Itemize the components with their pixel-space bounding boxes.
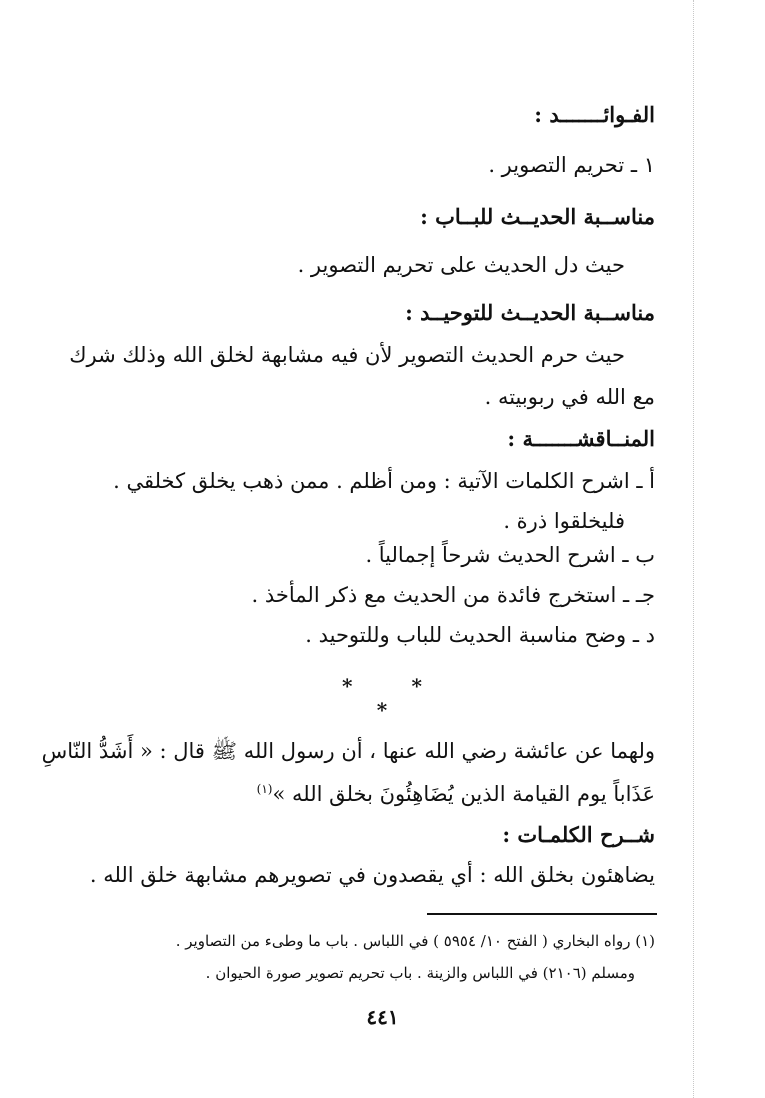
sharh-heading: شــرح الكلمـات : <box>502 822 655 847</box>
tawhid-text-line-2: مع الله في ربوبيته . <box>484 385 655 409</box>
hadith-line-2-text: عَذَاباً يوم القيامة الذين يُضَاهِئُونَ بخلق الله » <box>272 782 655 806</box>
question-b: ب ـ اشرح الحديث شرحاً إجمالياً . <box>365 543 655 567</box>
question-a-line-1: أ ـ اشرح الكلمات الآتية : ومن أظلم . ممن ذهب يخلق كخلقي . <box>113 469 655 493</box>
page-number: ٤٤١ <box>366 1005 399 1029</box>
tawhid-heading: مناســبة الحديــث للتوحيــد : <box>405 300 655 325</box>
fawaid-item: ١ ـ تحريم التصوير . <box>488 153 655 177</box>
bab-text: حيث دل الحديث على تحريم التصوير . <box>297 253 625 277</box>
question-d: د ـ وضح مناسبة الحديث للباب وللتوحيد . <box>305 623 655 647</box>
footnote-ref-marker: (١) <box>256 782 273 796</box>
question-a-line-2: فليخلقوا ذرة . <box>503 509 625 533</box>
footnote-2: ومسلم (٢١٠٦) في اللباس والزينة . باب تحريم تصوير صورة الحيوان . <box>205 964 635 982</box>
footnote-1: (١) رواه البخاري ( الفتح ١٠/ ٥٩٥٤ ) في اللباس . باب ما وطىء من التصاوير . <box>175 932 655 950</box>
hadith-line-1: ولهما عن عائشة رضي الله عنها ، أن رسول الله ﷺ قال : « أَشَدُّ النّاسِ <box>41 739 655 763</box>
page-edge-line <box>693 0 694 1098</box>
question-j: جـ ـ استخرج فائدة من الحديث مع ذكر المأخذ . <box>251 583 655 607</box>
tawhid-text-line-1: حيث حرم الحديث التصوير لأن فيه مشابهة لخلق الله وذلك شرك <box>69 343 625 367</box>
footnote-divider <box>427 913 657 915</box>
bab-heading: مناســبة الحديــث للبــاب : <box>420 204 655 229</box>
section-separator: * * * <box>342 674 448 722</box>
munaqasha-heading: المنــاقشـــــــة : <box>507 426 655 451</box>
sharh-text: يضاهئون بخلق الله : أي يقصدون في تصويرهم مشابهة خلق الله . <box>89 863 655 887</box>
hadith-line-2 <box>257 774 655 809</box>
fawaid-heading: الفـوائـــــــد : <box>534 102 655 127</box>
